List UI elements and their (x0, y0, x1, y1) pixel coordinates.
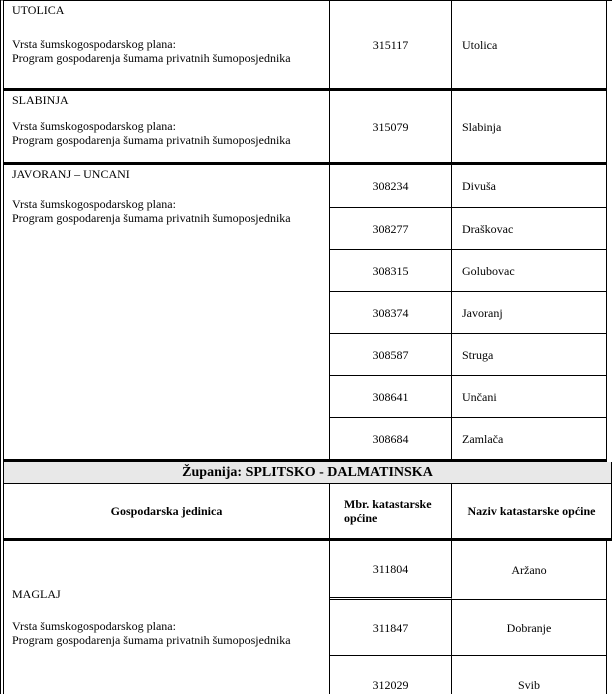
table-row (4, 541, 607, 694)
plan-value: Program gospodarenja šumama privatnih šumoposjednika (12, 133, 291, 147)
table-row (330, 165, 607, 207)
code-cell: 308587 (330, 334, 452, 375)
column-header-code: Mbr. katastarske općine (330, 484, 452, 538)
code-cell: 308374 (330, 292, 452, 333)
unit-cell (4, 541, 330, 694)
name-cell: Dobranje (452, 600, 607, 656)
county-header-band (4, 462, 612, 484)
name-cell: Unčani (452, 376, 607, 417)
table-row (330, 333, 607, 375)
code-cell: 311847 (330, 600, 452, 656)
table-row (330, 541, 607, 600)
unit-title: UTOLICA (12, 3, 65, 17)
column-header-unit: Gospodarska jedinica (4, 484, 330, 538)
table-row (4, 165, 607, 462)
code-cell: 315079 (330, 91, 452, 162)
county-title: Županija: SPLITSKO - DALMATINSKA (182, 464, 433, 480)
name-cell: Aržano (452, 541, 607, 600)
code-cell: 312029 (330, 656, 452, 694)
table-row (4, 1, 607, 91)
cadastral-rows (330, 541, 607, 694)
code-cell: 315117 (330, 1, 452, 88)
plan-label: Vrsta šumskogospodarskog plana: (12, 119, 176, 133)
plan-label: Vrsta šumskogospodarskog plana: (12, 37, 176, 51)
unit-cell (4, 91, 330, 162)
column-header-row (4, 484, 612, 541)
name-cell: Utolica (452, 1, 607, 88)
table-row (330, 207, 607, 249)
code-cell: 308684 (330, 418, 452, 459)
table-row (330, 656, 607, 694)
name-cell: Struga (452, 334, 607, 375)
plan-label: Vrsta šumskogospodarskog plana: (12, 619, 176, 633)
name-cell: Divuša (452, 165, 607, 207)
table-row (330, 417, 607, 459)
code-cell: 308315 (330, 250, 452, 291)
name-cell: Javoranj (452, 292, 607, 333)
unit-title: SLABINJA (12, 93, 69, 107)
column-header-name: Naziv katastarske općine (452, 484, 612, 538)
name-cell: Svib (452, 656, 607, 694)
spacer (12, 107, 323, 119)
code-cell: 308641 (330, 376, 452, 417)
unit-cell (4, 1, 330, 88)
unit-title: JAVORANJ – UNCANI (12, 167, 130, 181)
name-cell: Golubovac (452, 250, 607, 291)
table-row (330, 249, 607, 291)
plan-value: Program gospodarenja šumama privatnih šumoposjednika (12, 633, 291, 647)
plan-value: Program gospodarenja šumama privatnih šumoposjednika (12, 51, 291, 65)
name-cell: Zamlača (452, 418, 607, 459)
code-cell: 311804 (330, 541, 452, 600)
table-row (4, 91, 607, 165)
plan-label: Vrsta šumskogospodarskog plana: (12, 197, 176, 211)
unit-cell (4, 165, 330, 459)
cadastral-rows (330, 165, 607, 459)
plan-value: Program gospodarenja šumama privatnih šumoposjednika (12, 211, 291, 225)
table-row (330, 600, 607, 656)
name-cell: Slabinja (452, 91, 607, 162)
unit-title: MAGLAJ (12, 587, 61, 601)
code-cell: 308277 (330, 208, 452, 249)
spacer (12, 601, 323, 619)
code-cell: 308234 (330, 165, 452, 207)
name-cell: Draškovac (452, 208, 607, 249)
spacer (12, 181, 323, 197)
spacer (12, 17, 323, 37)
table-row (330, 375, 607, 417)
table-row (330, 291, 607, 333)
